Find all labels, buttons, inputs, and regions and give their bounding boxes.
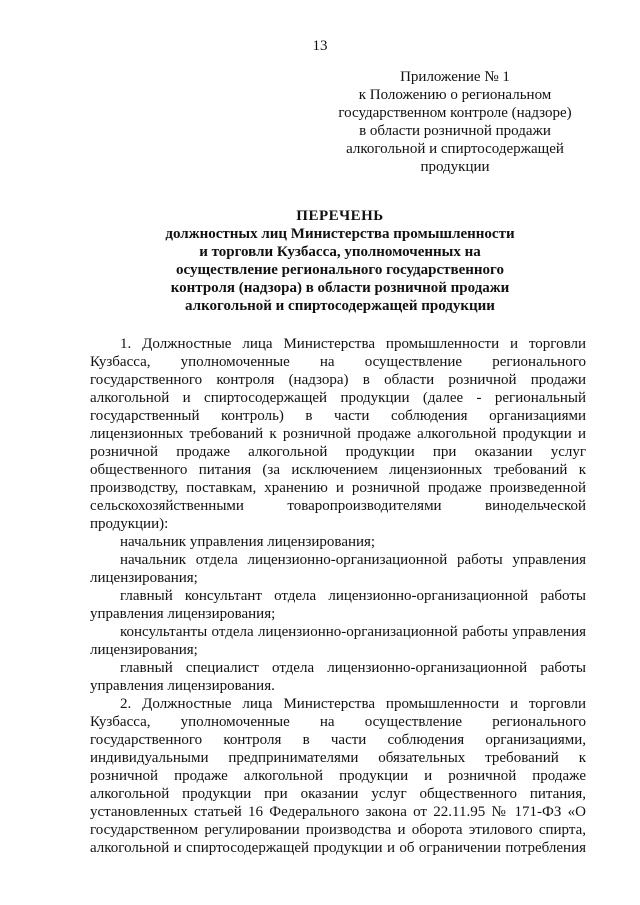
appendix-line: алкогольной и спиртосодержащей (346, 141, 564, 157)
title-line: должностных лиц Министерства промышленности (165, 226, 515, 242)
body-line: Кузбасса, уполномоченные на осуществление регионального (90, 354, 586, 370)
body-line: продукции): (90, 516, 169, 532)
appendix-line: к Положению о региональном (358, 87, 552, 103)
body-line: консультанты отдела лицензионно-организационной работы управления (120, 624, 586, 640)
body-line: лицензионных требований к розничной продаже алкогольной продукции и (90, 426, 586, 442)
appendix-header (330, 68, 580, 176)
body-line: главный консультант отдела лицензионно-организационной работы (120, 588, 586, 604)
appendix-line: в области розничной продажи (359, 123, 551, 139)
page-number: 13 (312, 38, 328, 54)
body-line: лицензирования; (90, 570, 198, 586)
body-line: государственного контроля (надзора) в области розничной продажи (90, 372, 586, 388)
appendix-line: продукции (420, 159, 490, 175)
appendix-line: Приложение № 1 (400, 69, 510, 85)
body-line: индивидуальными предпринимателями обязательных требований к (90, 750, 586, 766)
body-text (90, 335, 586, 857)
title-line: алкогольной и спиртосодержащей продукции (185, 298, 495, 314)
appendix-line: государственном контроле (надзоре) (338, 105, 572, 121)
body-line: общественного питания (за исключением лицензионных требований к (90, 462, 586, 478)
title-line: и торговли Кузбасса, уполномоченных на (199, 244, 481, 260)
title-heading: ПЕРЕЧЕНЬ (296, 208, 384, 224)
title-line: контроля (надзора) в области розничной продажи (170, 280, 510, 296)
body-line: производству, поставкам, хранению и розничной продаже произведенной (90, 480, 586, 496)
body-line: розничной продаже алкогольной продукции при оказании услуг (90, 444, 586, 460)
body-line: начальник управления лицензирования; (120, 534, 376, 550)
body-line: алкогольной и спиртосодержащей продукции и об ограничении потребления (90, 840, 586, 856)
body-line: начальник отдела лицензионно-организационной работы управления (120, 552, 586, 568)
body-line: управления лицензирования. (90, 678, 275, 694)
document-title (110, 207, 570, 315)
body-line: главный специалист отдела лицензионно-организационной работы (120, 660, 586, 676)
body-line: Кузбасса, уполномоченные на осуществление регионального (90, 714, 586, 730)
body-line: лицензирования; (90, 642, 198, 658)
body-line: розничной продаже алкогольной продукции и розничной продаже (90, 768, 586, 784)
body-line: государственном регулировании производства и оборота этилового спирта, (90, 822, 586, 838)
body-line: алкогольной и спиртосодержащей продукции (далее - региональный (90, 390, 586, 406)
body-line: алкогольной продукции при оказании услуг общественного питания, (90, 786, 586, 802)
body-line: сельскохозяйственными товаропроизводителями винодельческой (90, 498, 586, 514)
title-line: осуществление регионального государственного (176, 262, 504, 278)
body-line: государственного контроля в части соблюдения организациями, (90, 732, 586, 748)
body-line: государственный контроль) в части соблюдения организациями (90, 408, 586, 424)
body-line: установленных статьей 16 Федерального закона от 22.11.95 № 171-ФЗ «О (90, 804, 586, 820)
body-line: управления лицензирования; (90, 606, 276, 622)
body-line: 1. Должностные лица Министерства промышленности и торговли (120, 336, 586, 352)
body-line: 2. Должностные лица Министерства промышленности и торговли (120, 696, 586, 712)
